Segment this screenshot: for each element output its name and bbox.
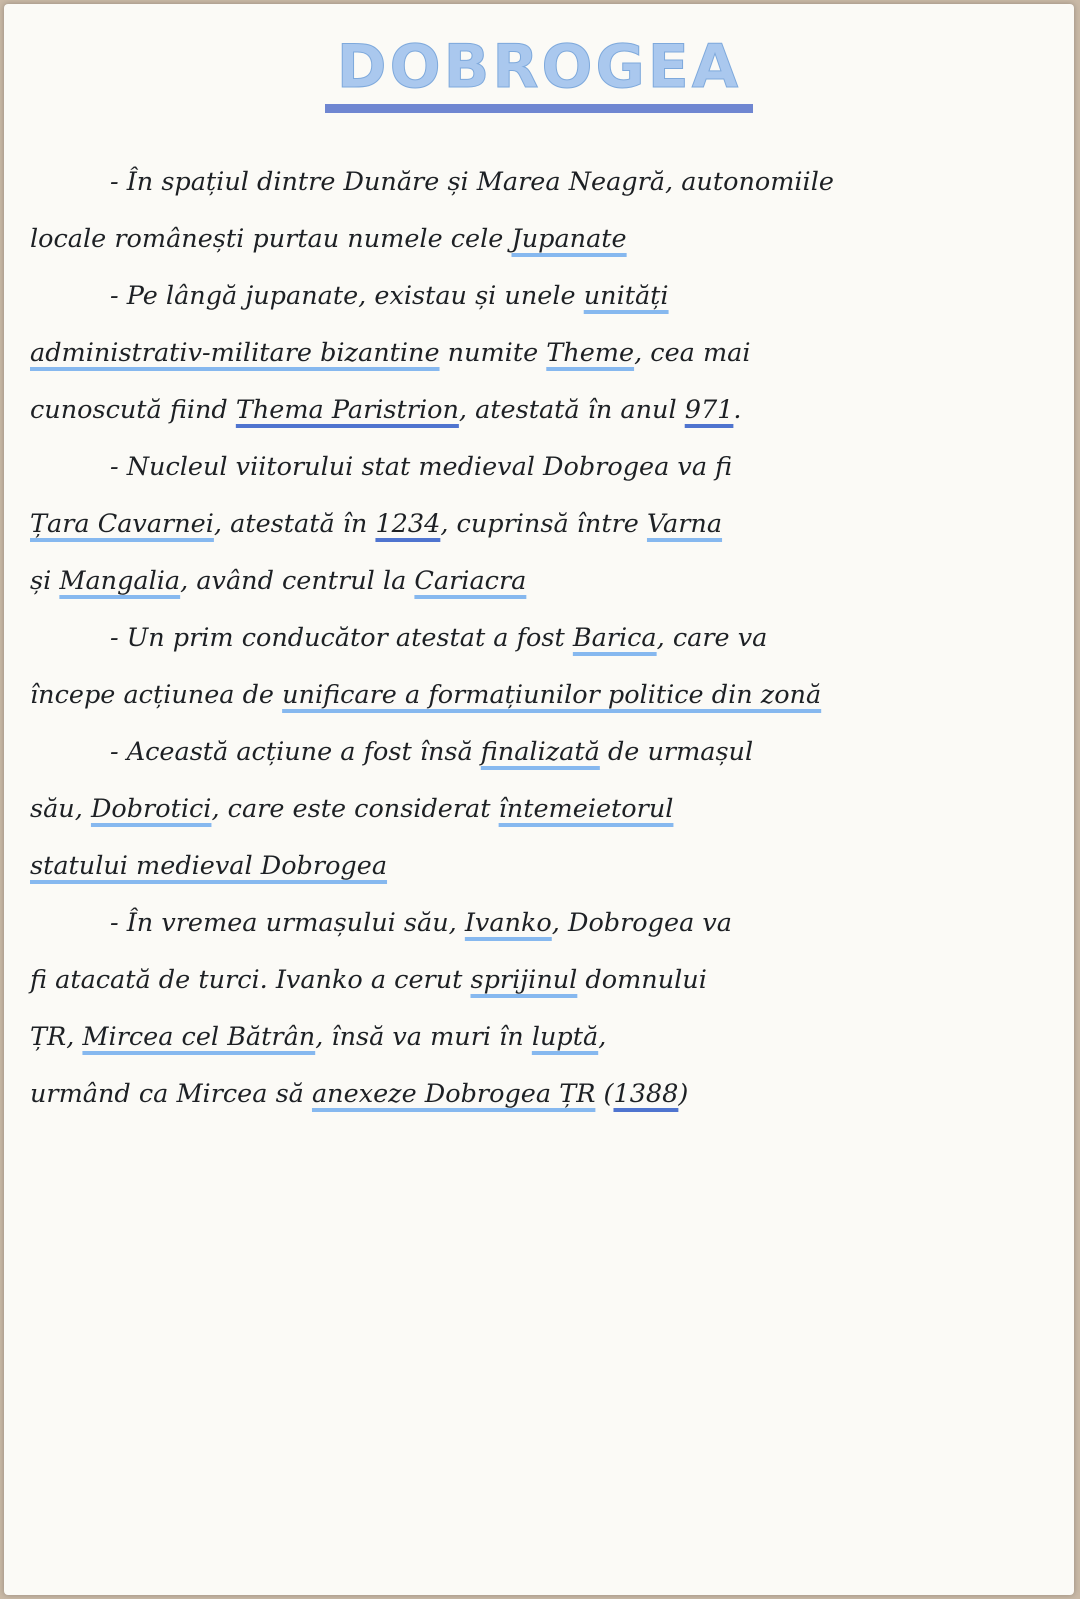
note-text: , [598,1022,607,1052]
note-text: ( [595,1079,614,1109]
note-line [30,211,1040,268]
underlined-phrase: anexeze Dobrogea ȚR [311,1079,596,1109]
notebook-page [4,4,1074,1595]
note-text: - În vremea urmașului său, [110,908,465,938]
note-text: domnului [577,965,707,995]
note-text: , însă va muri în [315,1022,532,1052]
underlined-phrase: Țara Cavarnei [30,509,214,539]
note-text: , care va [656,623,768,653]
page-title: DOBROGEA [325,30,753,113]
note-line [30,610,1040,667]
underlined-phrase: statului medieval Dobrogea [30,851,388,881]
note-line [30,382,1040,439]
note-text: locale românești purtau numele cele [30,224,512,254]
note-text: , Dobrogea va [551,908,732,938]
note-line [30,724,1040,781]
underlined-phrase: Dobrotici [90,794,212,824]
note-line [30,154,1040,211]
underlined-phrase: Mangalia [59,566,181,596]
handwritten-notes [30,154,1040,1123]
note-text: , având centrul la [180,566,415,596]
note-line [30,781,1040,838]
underlined-phrase: 1388 [613,1079,679,1109]
underlined-phrase: Cariacra [414,566,527,596]
underlined-phrase: administrativ-militare bizantine [30,338,440,368]
underlined-phrase: Mircea cel Bătrân [82,1022,316,1052]
underlined-phrase: unificare a formațiunilor politice din zonă [282,680,822,710]
underlined-phrase: luptă [531,1022,599,1052]
note-line [30,496,1040,553]
note-text: , cuprinsă între [440,509,647,539]
note-text: de urmașul [599,737,754,767]
note-line [30,268,1040,325]
note-text: ) [678,1079,689,1109]
note-text: , care este considerat [211,794,499,824]
note-text: său, [30,794,91,824]
underlined-phrase: 1234 [375,509,441,539]
underlined-phrase: unități [583,281,669,311]
note-line [30,895,1040,952]
underlined-phrase: Barica [572,623,657,653]
note-line [30,1009,1040,1066]
note-text: numite [439,338,547,368]
note-text: - Un prim conducător atestat a fost [110,623,573,653]
note-text: - În spațiul dintre Dunăre și Marea Neagră, autonomiile [110,167,834,197]
note-text: , atestată în [213,509,376,539]
underlined-phrase: întemeietorul [498,794,674,824]
note-text: - Nucleul viitorului stat medieval Dobrogea va fi [110,452,733,482]
underlined-phrase: sprijinul [470,965,578,995]
note-text: și [30,566,60,596]
note-text: fi atacată de turci. Ivanko a cerut [30,965,471,995]
note-text: începe acțiunea de [30,680,283,710]
note-text: , atestată în anul [458,395,685,425]
underlined-phrase: Theme [546,338,635,368]
title-block [4,30,1074,113]
note-line [30,325,1040,382]
underlined-phrase: 971 [684,395,734,425]
note-text: ȚR, [30,1022,83,1052]
underlined-phrase: Varna [646,509,723,539]
underlined-phrase: Ivanko [464,908,552,938]
underlined-phrase: Jupanate [511,224,627,254]
note-text: - Această acțiune a fost însă [110,737,481,767]
note-text: - Pe lângă jupanate, existau și unele [110,281,584,311]
underlined-phrase: Thema Paristrion [235,395,459,425]
note-text: cunoscută fiind [30,395,236,425]
note-text: . [733,395,742,425]
note-line [30,952,1040,1009]
note-text: , cea mai [634,338,751,368]
note-line [30,553,1040,610]
note-line [30,439,1040,496]
note-text: urmând ca Mircea să [30,1079,312,1109]
note-line [30,838,1040,895]
note-line [30,1066,1040,1123]
underlined-phrase: finalizată [480,737,600,767]
note-line [30,667,1040,724]
